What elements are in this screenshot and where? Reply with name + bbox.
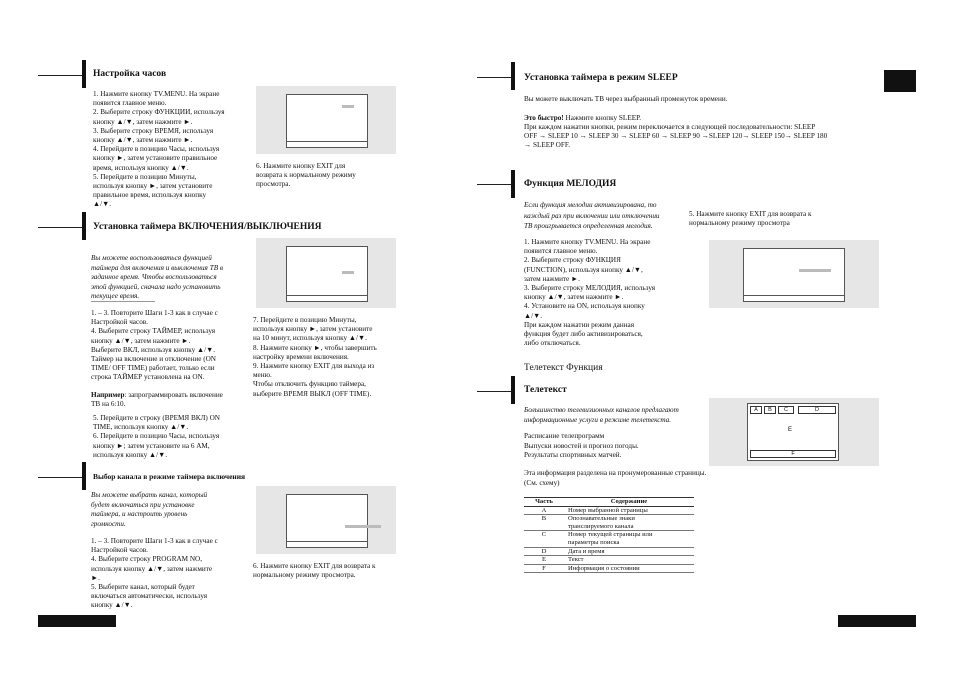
- sleep-quick: Это быстро! Нажмите кнопку SLEEP.: [524, 114, 642, 122]
- section-rule: [477, 391, 514, 392]
- melody-step5: 5. Нажмите кнопку EXIT для возврата к нормальному режиму просмотра: [689, 210, 812, 228]
- clock-heading: Настройка часов: [93, 69, 167, 79]
- melody-intro: Если функция мелодии активизирована, то каждый раз при включении или отключении ТВ проигрывается определенная мелодия.: [524, 201, 660, 230]
- section-rule: [38, 75, 84, 76]
- teletext-heading: Телетекст: [524, 385, 567, 395]
- table-cell: D: [524, 547, 564, 556]
- teletext-function-label: Телетекст Функция: [524, 363, 603, 373]
- teletext-info: Эта информация разделена на пронумерованные страницы. (См. схему): [524, 469, 707, 487]
- melody-steps: 1. Нажмите кнопку TV.MENU. На экране появится главное меню. 2. Выберите строку ФУНКЦИЯ (FUNCTION), используя кнопку ▲/▼, затем нажмите ►. 3. Выберите строку МЕЛОДИЯ, используя кнопку ▲/▼, затем нажмите ►. 4. Установите на ON, используя кнопку ▲/▼. При каждом нажатии режим данная функция будет либо активизироваться, либо отключаться.: [524, 238, 656, 348]
- table-row: [524, 515, 694, 531]
- program-menu-screen: [256, 486, 396, 554]
- teletext-list: Расписание телепрограмм Выпуски новостей и прогноз погоды. Результаты спортивных матчей.: [524, 432, 639, 459]
- table-row: [524, 564, 694, 573]
- onoff-steps2: 5. Перейдите в строку (ВРЕМЯ ВКЛ) ON TIME, используя кнопку ▲/▼. 6. Перейдите в позицию Часы, используя кнопку ►; затем установите на 6 AM, используя кнопку ▲/▼.: [93, 414, 220, 459]
- divider: [91, 301, 155, 302]
- table-header: Часть: [524, 498, 564, 507]
- teletext-part-f: F: [750, 450, 836, 458]
- table-header-row: [524, 498, 694, 507]
- melody-menu-screen: [709, 240, 879, 308]
- table-row: [524, 556, 694, 565]
- sleep-heading: Установка таймера в режим SLEEP: [524, 73, 678, 83]
- channel-intro: Вы можете выбрать канал, который будет включаться при установке таймера, и настроить уровень громкости.: [91, 491, 208, 528]
- section-marker: [511, 376, 515, 404]
- tv-menu-screen: [256, 86, 396, 154]
- table-cell: Опознавательные знаки транслируемого канала: [564, 515, 694, 531]
- section-rule: [38, 477, 84, 478]
- clock-steps: 1. Нажмите кнопку TV.MENU. На экране появится главное меню. 2. Выберите строку ФУНКЦИИ, используя кнопку ▲/▼, затем нажмите ►. 3. Выберите строку ВРЕМЯ, используя кнопку ▲/▼, затем нажмите ►. 4. Перейдите в позицию Часы, используя кнопку ►, затем установите правильное время, используя кнопку ▲/▼. 5. Перейдите в позицию Минуты, используя кнопку ►, затем установите правильное время, используя кнопку ▲/▼.: [93, 90, 225, 209]
- teletext-part-c: C: [778, 406, 794, 414]
- onoff-example: Например: запрограммировать включение ТВ на 6:10.: [91, 391, 223, 409]
- table-cell: Номер выбранной страницы: [564, 506, 694, 515]
- page-footer-bar-left: [38, 615, 116, 627]
- table-cell: Номер текущей страницы или параметры поиска: [564, 531, 694, 547]
- section-marker: [82, 462, 86, 490]
- section-rule: [477, 184, 514, 185]
- onoff-intro: Вы можете воспользоваться функцией таймера для включения и выключения ТВ в заданное время. Чтобы воспользоваться этой функцией, сначала надо установить текущее время.: [91, 254, 223, 300]
- teletext-part-b: B: [764, 406, 776, 414]
- table-cell: Текст: [564, 556, 694, 565]
- onoff-steps: 1. – 3. Повторите Шаги 1-3 как в случае с Настройкой часов. 4. Выберите строку ТАЙМЕР, используя кнопку ▲/▼, затем нажмите ►. Выберите ВКЛ, используя кнопку ▲/▼. Таймер на включение и отключение (ON TIME/ OFF TIME) работает, только если строка ТАЙМЕР установлена на ON.: [91, 309, 218, 382]
- section-marker: [511, 170, 515, 198]
- teletext-part-a: A: [750, 406, 762, 414]
- table-cell: E: [524, 556, 564, 565]
- channel-step6: 6. Нажмите кнопку EXIT для возврата к нормальному режиму просмотра.: [253, 562, 376, 580]
- section-rule: [477, 77, 514, 78]
- teletext-intro: Большинство телевизионных каналов предлагают информационные услуги в режиме телетекста.: [524, 406, 679, 424]
- table-cell: B: [524, 515, 564, 531]
- section-marker: [82, 212, 86, 240]
- table-row: [524, 547, 694, 556]
- section-marker: [511, 62, 515, 90]
- teletext-diagram: [709, 398, 879, 466]
- page-tab-marker: [884, 70, 916, 92]
- teletext-part-d: D: [798, 406, 836, 414]
- table-row: [524, 531, 694, 547]
- teletext-part-e: E: [788, 427, 793, 433]
- channel-heading: Выбор канала в режиме таймера включения: [93, 472, 246, 481]
- page-footer-bar-right: [838, 615, 916, 627]
- table-row: [524, 506, 694, 515]
- onoff-steps-right: 7. Перейдите в позицию Минуты, используя кнопку ►, затем установите на 10 минут, используя кнопку ▲/▼. 8. Нажмите кнопку ►, чтобы завершить настройку времени включения. 9. Нажмите кнопку EXIT для выхода из меню. Чтобы отключить функцию таймера, выберите ВРЕМЯ ВЫКЛ (OFF TIME).: [253, 316, 377, 398]
- table-cell: A: [524, 506, 564, 515]
- timer-menu-screen: [256, 238, 396, 308]
- sleep-intro: Вы можете выключать ТВ через выбранный промежуток времени.: [524, 95, 728, 103]
- table-cell: Дата и время: [564, 547, 694, 556]
- clock-step6: 6. Нажмите кнопку EXIT для возврата к нормальному режиму просмотра.: [256, 162, 356, 189]
- table-cell: Информация о состоянии: [564, 564, 694, 573]
- teletext-parts-table: [524, 497, 694, 573]
- channel-steps: 1. – 3. Повторите Шаги 1-3 как в случае с Настройкой часов. 4. Выберите строку PROGRAM NO, используя кнопку ▲/▼, затем нажмите ►. 5. Выберите канал, который будет включаться автоматически, используя кнопку ▲/▼.: [91, 537, 218, 610]
- onoff-heading: Установка таймера ВКЛЮЧЕНИЯ/ВЫКЛЮЧЕНИЯ: [93, 222, 322, 232]
- section-marker: [82, 60, 86, 88]
- table-cell: C: [524, 531, 564, 547]
- table-cell: F: [524, 564, 564, 573]
- section-rule: [38, 227, 84, 228]
- table-header: Содержание: [564, 498, 694, 507]
- sleep-detail: При каждом нажатии кнопки, режим переключается в следующей последовательности: SLEEP OFF → SLEEP 10 → SLEEP 30 → SLEEP 60 → SLEEP 90 →SLEEP 120→ SLEEP 150→ SLEEP 180 → SLEEP OFF.: [524, 123, 828, 150]
- melody-heading: Функция МЕЛОДИЯ: [524, 179, 617, 189]
